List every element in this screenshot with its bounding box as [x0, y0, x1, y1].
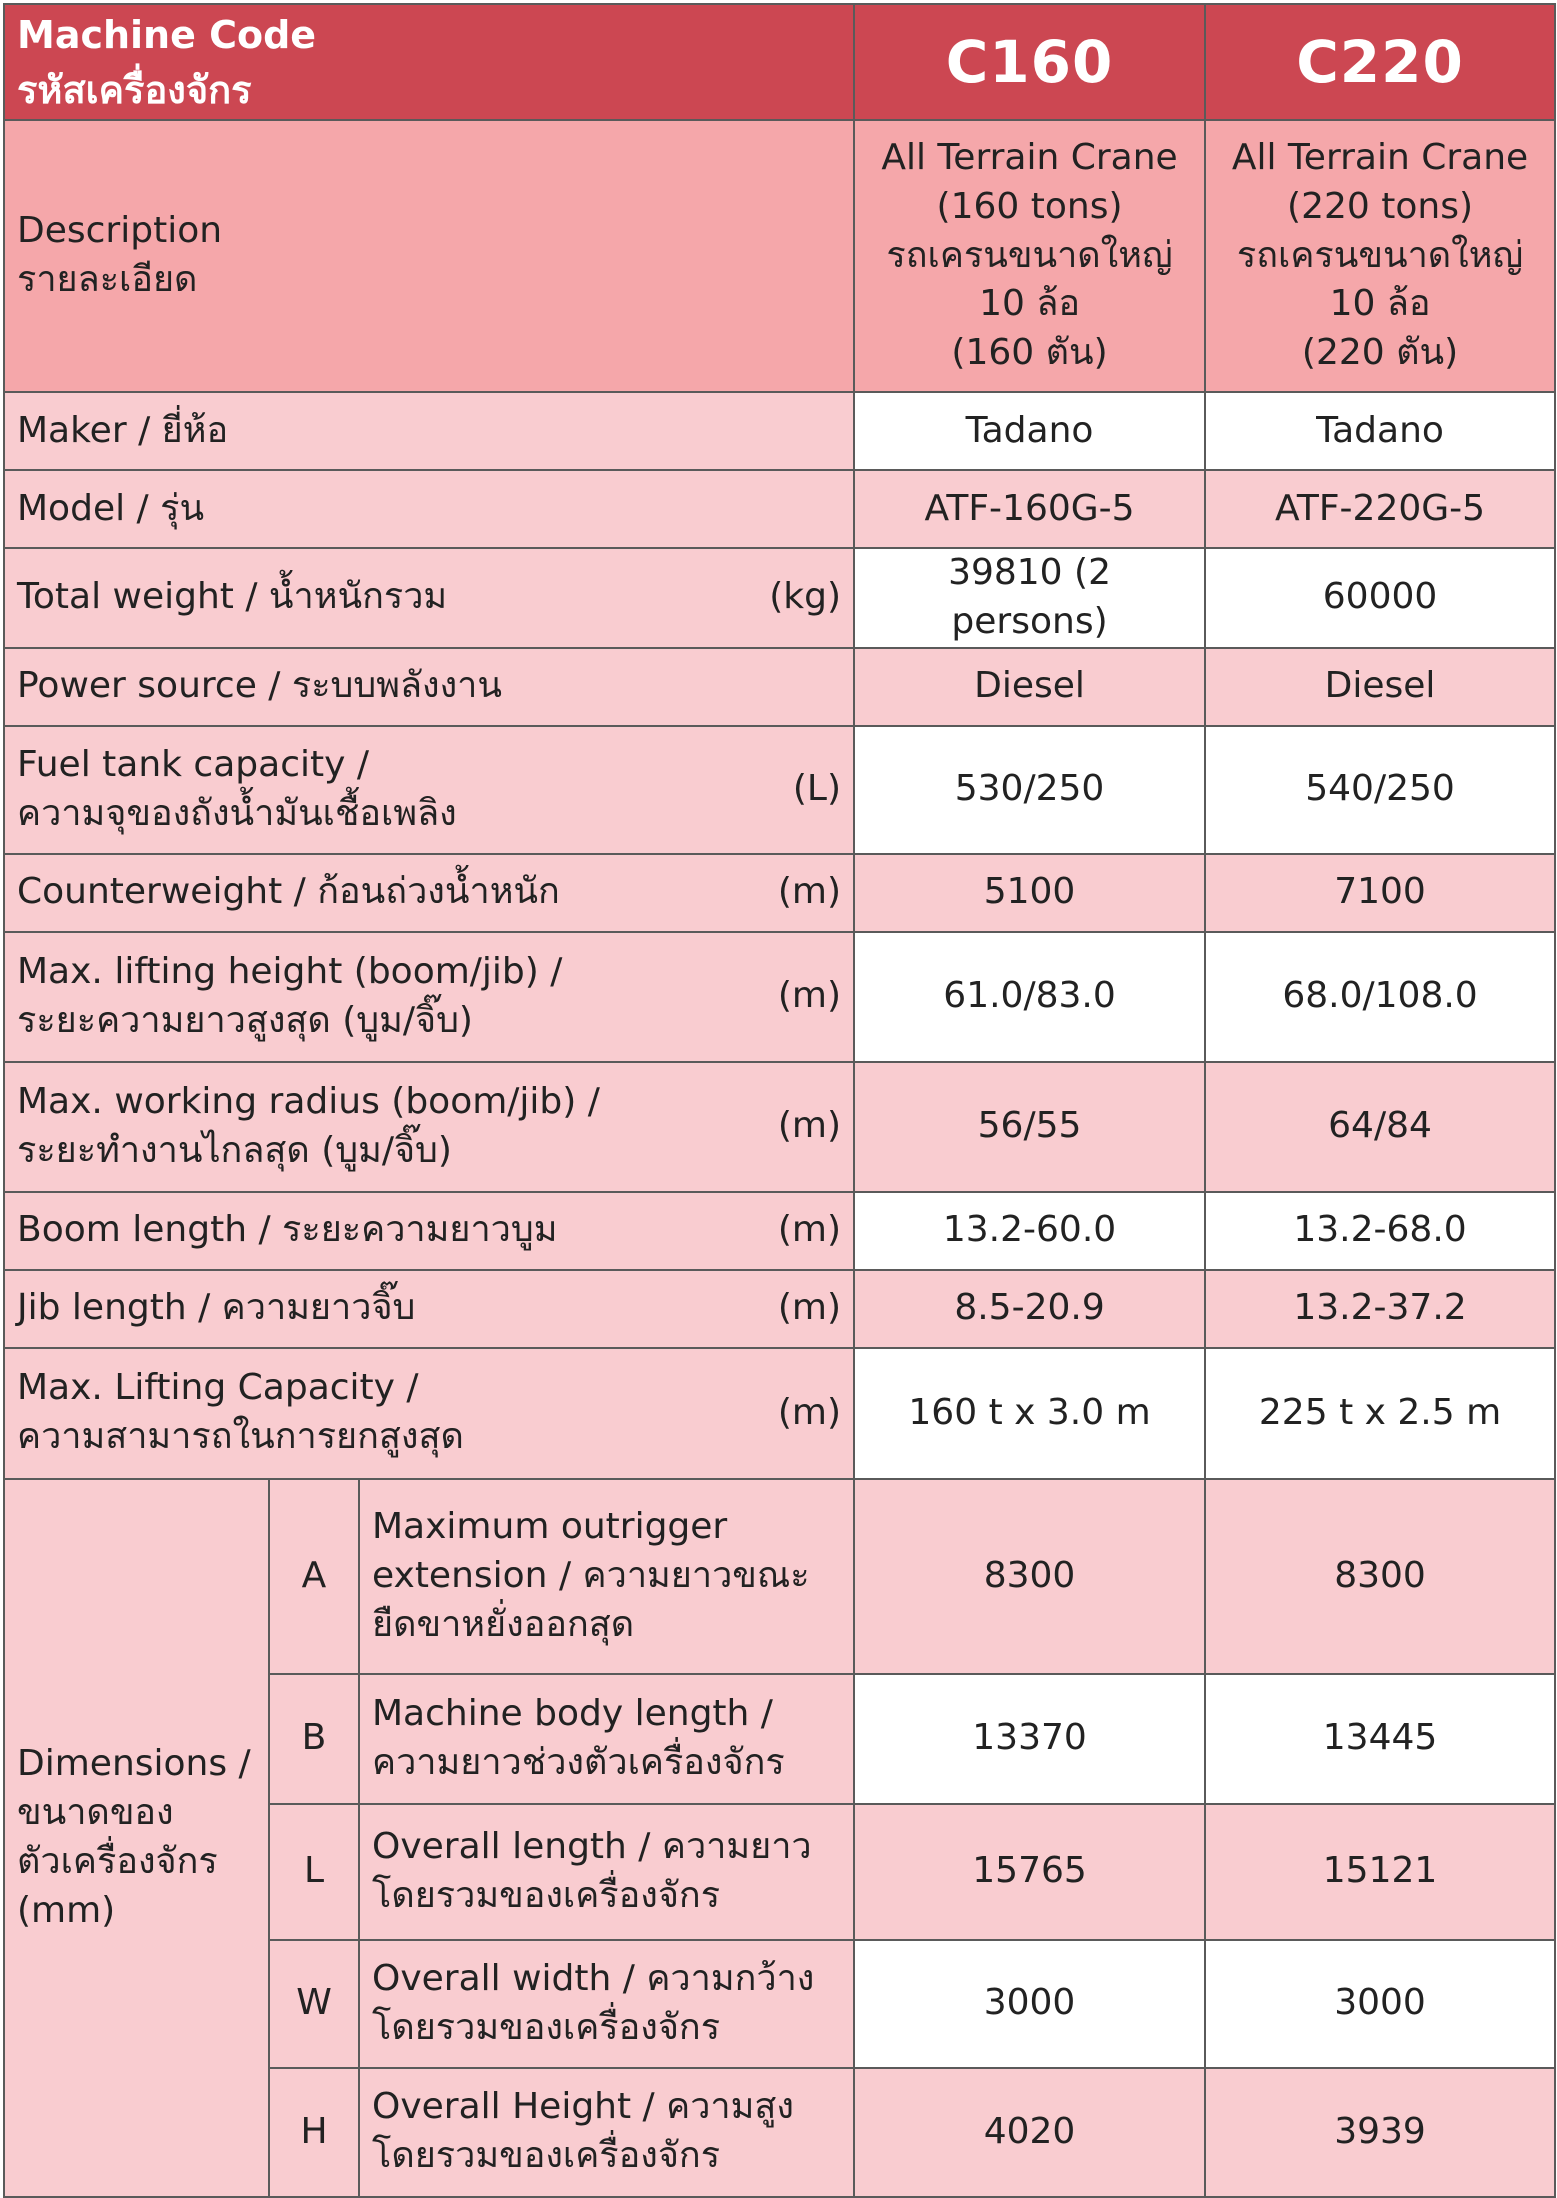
spec-value-c220: 7100 [1205, 854, 1555, 932]
description-line: All Terrain Crane [1231, 136, 1529, 178]
spec-label-line: ความจุของถังน้ำมันเชื้อเพลิง [17, 792, 457, 834]
spec-row-counterweight [4, 854, 1555, 932]
dimension-code: B [269, 1674, 359, 1804]
dimension-value-c160: 8300 [854, 1479, 1205, 1674]
description-label-en: Description [17, 210, 223, 252]
spec-label [4, 1192, 621, 1270]
spec-value-c220: ATF-220G-5 [1205, 470, 1555, 548]
dimension-label-line: ความยาวช่วงตัวเครื่องจักร [372, 1741, 785, 1783]
spec-label [4, 548, 621, 648]
spec-unit: (m) [621, 1192, 854, 1270]
description-c160 [854, 120, 1205, 392]
spec-label-line: ระยะความยาวสูงสุด (บูม/จิ๊บ) [17, 999, 473, 1041]
spec-value-c160: Diesel [854, 648, 1205, 726]
spec-value-c160: Tadano [854, 392, 1205, 470]
spec-label-line: ความสามารถในการยกสูงสุด [17, 1416, 464, 1458]
spec-unit: (m) [621, 854, 854, 932]
spec-value-c220: Tadano [1205, 392, 1555, 470]
spec-label-line: Fuel tank capacity / [17, 743, 369, 785]
spec-unit: (m) [621, 1348, 854, 1479]
spec-value-c160: ATF-160G-5 [854, 470, 1205, 548]
description-row [4, 120, 1555, 392]
spec-row-boom-length [4, 1192, 1555, 1270]
spec-label-line: Power source / ระบบพลังงาน [17, 665, 502, 707]
spec-label [4, 1062, 621, 1192]
spec-label-line: Max. working radius (boom/jib) / [17, 1080, 600, 1122]
dimensions-label-line: ขนาดของ [17, 1791, 174, 1833]
spec-value-c160: 530/250 [854, 726, 1205, 854]
spec-label-line: ระยะทำงานไกลสุด (บูม/จิ๊บ) [17, 1129, 452, 1171]
dimension-label [359, 1479, 854, 1674]
spec-label-line: Counterweight / ก้อนถ่วงน้ำหนัก [17, 871, 560, 913]
dimension-label [359, 1674, 854, 1804]
dimension-label-line: ยืดขาหยั่งออกสุด [372, 1603, 635, 1645]
spec-value-c160: 5100 [854, 854, 1205, 932]
spec-label-line: Maker / ยี่ห้อ [17, 409, 229, 451]
dimension-code: A [269, 1479, 359, 1674]
dimension-label-line: Maximum outrigger [372, 1505, 728, 1547]
spec-label [4, 932, 621, 1062]
spec-label [4, 392, 854, 470]
spec-value-c160: 61.0/83.0 [854, 932, 1205, 1062]
spec-row-max-lifting-capacity [4, 1348, 1555, 1479]
spec-value-c220: 60000 [1205, 548, 1555, 648]
machine-code-label [4, 4, 854, 120]
dimension-label-line: โดยรวมของเครื่องจักร [372, 2135, 721, 2177]
dimension-value-c220: 15121 [1205, 1804, 1555, 1940]
description-line: All Terrain Crane [881, 136, 1178, 178]
spec-row-fuel-tank [4, 726, 1555, 854]
spec-label [4, 726, 621, 854]
spec-label-line: Model / รุ่น [17, 487, 205, 529]
header-row [4, 4, 1555, 120]
description-line: (160 ตัน) [951, 332, 1108, 374]
description-c220 [1205, 120, 1555, 392]
dimensions-label-line: (mm) [17, 1889, 116, 1931]
dimension-label-line: Overall Height / ความสูง [372, 2086, 794, 2128]
dimension-code: W [269, 1940, 359, 2068]
spec-value-c220: 64/84 [1205, 1062, 1555, 1192]
spec-label [4, 648, 854, 726]
spec-unit: (kg) [621, 548, 854, 648]
dimension-value-c220: 13445 [1205, 1674, 1555, 1804]
spec-value-c160: 56/55 [854, 1062, 1205, 1192]
spec-value-c220: 13.2-37.2 [1205, 1270, 1555, 1348]
spec-row-power-source [4, 648, 1555, 726]
description-line: (220 tons) [1287, 185, 1474, 227]
spec-row-jib-length [4, 1270, 1555, 1348]
spec-value-c160: 160 t x 3.0 m [854, 1348, 1205, 1479]
spec-value-c160: 8.5-20.9 [854, 1270, 1205, 1348]
spec-value-c220: 68.0/108.0 [1205, 932, 1555, 1062]
dimensions-label [4, 1479, 269, 2197]
dimension-value-c220: 3000 [1205, 1940, 1555, 2068]
dimension-value-c220: 3939 [1205, 2068, 1555, 2197]
spec-label-line: Max. Lifting Capacity / [17, 1367, 419, 1409]
spec-value-c220: Diesel [1205, 648, 1555, 726]
dimension-label-line: extension / ความยาวขณะ [372, 1554, 810, 1596]
spec-row-model [4, 470, 1555, 548]
dimension-label [359, 1940, 854, 2068]
dimension-label-line: โดยรวมของเครื่องจักร [372, 1874, 721, 1916]
spec-value-c220: 540/250 [1205, 726, 1555, 854]
spec-label-line: Jib length / ความยาวจิ๊บ [17, 1287, 416, 1329]
dimension-code: H [269, 2068, 359, 2197]
spec-label-line: Total weight / น้ำหนักรวม [17, 576, 448, 618]
dimension-label-line: Overall length / ความยาว [372, 1825, 812, 1867]
spec-label [4, 854, 621, 932]
dimension-code: L [269, 1804, 359, 1940]
dimensions-label-line: ตัวเครื่องจักร [17, 1840, 218, 1882]
spec-value-c160: 39810 (2 persons) [854, 548, 1205, 648]
dimension-value-c160: 15765 [854, 1804, 1205, 1940]
machine-code-label-th: รหัสเครื่องจักร [17, 68, 252, 112]
dimension-label [359, 1804, 854, 1940]
spec-label-line: Boom length / ระยะความยาวบูม [17, 1209, 558, 1251]
dimension-value-c160: 4020 [854, 2068, 1205, 2197]
spec-unit: (m) [621, 1062, 854, 1192]
dimension-label-line: Machine body length / [372, 1692, 773, 1734]
spec-table [3, 3, 1556, 2198]
description-line: (160 tons) [936, 185, 1123, 227]
description-label-th: รายละเอียด [17, 259, 198, 300]
spec-unit: (L) [621, 726, 854, 854]
dimension-value-c160: 3000 [854, 1940, 1205, 2068]
dimension-label [359, 2068, 854, 2197]
spec-unit: (m) [621, 932, 854, 1062]
model-code-c160: C160 [854, 4, 1205, 120]
spec-value-c160: 13.2-60.0 [854, 1192, 1205, 1270]
spec-value-c220: 13.2-68.0 [1205, 1192, 1555, 1270]
description-line: 10 ล้อ [979, 283, 1080, 325]
description-label [4, 120, 854, 392]
description-line: 10 ล้อ [1329, 283, 1431, 325]
model-code-c220: C220 [1205, 4, 1555, 120]
dimensions-label-line: Dimensions / [17, 1743, 251, 1784]
description-line: รถเครนขนาดใหญ่ [886, 234, 1173, 276]
spec-unit: (m) [621, 1270, 854, 1348]
dimension-value-c220: 8300 [1205, 1479, 1555, 1674]
dimension-label-line: โดยรวมของเครื่องจักร [372, 2006, 721, 2048]
spec-label [4, 1270, 621, 1348]
description-line: (220 ตัน) [1301, 332, 1459, 374]
machine-code-label-en: Machine Code [17, 12, 317, 57]
spec-row-maker [4, 392, 1555, 470]
description-line: รถเครนขนาดใหญ่ [1236, 234, 1524, 276]
spec-row-total-weight [4, 548, 1555, 648]
spec-row-max-lifting-height [4, 932, 1555, 1062]
dimension-value-c160: 13370 [854, 1674, 1205, 1804]
spec-label [4, 470, 854, 548]
spec-label-line: Max. lifting height (boom/jib) / [17, 950, 563, 992]
spec-label [4, 1348, 621, 1479]
spec-row-max-working-radius [4, 1062, 1555, 1192]
dimension-row-a [4, 1479, 1555, 1674]
spec-value-c220: 225 t x 2.5 m [1205, 1348, 1555, 1479]
dimension-label-line: Overall width / ความกว้าง [372, 1957, 815, 1999]
